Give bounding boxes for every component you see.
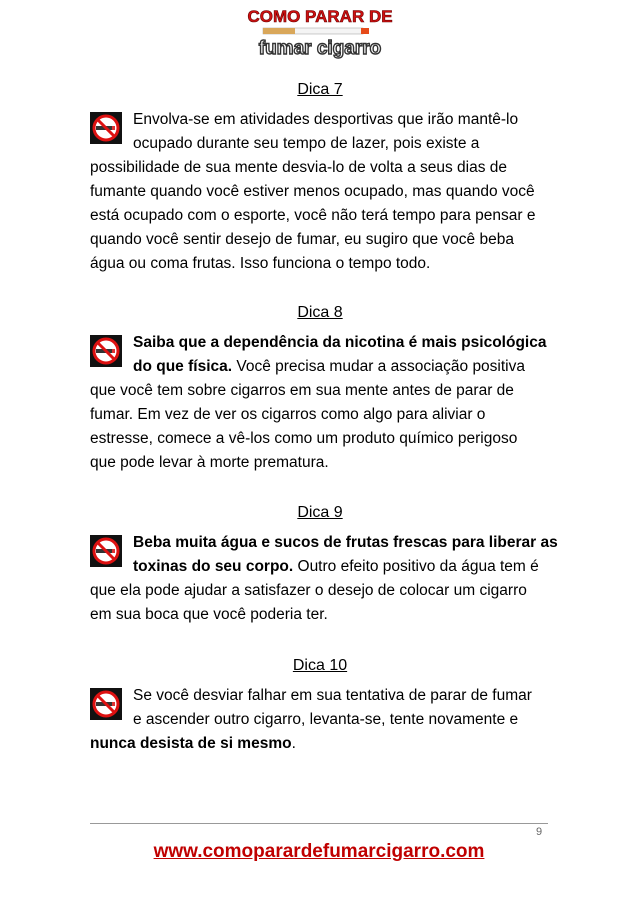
website-link[interactable]	[0, 841, 638, 863]
tip-10	[90, 656, 550, 756]
bold-text: toxinas do seu corpo.	[133, 558, 294, 575]
text-line: e ascender outro cigarro, levanta-se, tente novamente e	[133, 711, 519, 728]
tip-title: Dica 10	[292, 657, 348, 674]
text-line: que você tem sobre cigarros em sua mente antes de parar de	[90, 382, 514, 399]
no-smoking-icon	[90, 535, 122, 567]
footer-divider	[90, 823, 548, 824]
no-smoking-icon	[90, 335, 122, 367]
tip-body	[90, 331, 550, 475]
text-line: Envolva-se em atividades desportivas que irão mantê-lo	[133, 111, 519, 128]
bold-text: Beba muita água e sucos de frutas frescas para liberar as	[133, 534, 558, 551]
text-segment: Outro efeito positivo da água tem é	[293, 558, 539, 575]
bold-text: do que física.	[133, 358, 233, 375]
text-line	[90, 555, 550, 579]
page-number: 9	[536, 826, 543, 838]
text-line: ocupado durante seu tempo de lazer, pois existe a	[133, 135, 480, 152]
text-line: água ou coma frutas. Isso funciona o tempo todo.	[90, 255, 431, 272]
tip-body	[90, 684, 550, 756]
tip-body	[90, 108, 550, 276]
tip-title: Dica 9	[297, 504, 343, 521]
tip-title: Dica 8	[297, 304, 343, 321]
text-line: Se você desviar falhar em sua tentativa de parar de fumar	[133, 687, 532, 704]
tip-body	[90, 531, 558, 627]
text-line: fumar. Em vez de ver os cigarros como algo para aliviar o	[90, 406, 486, 423]
tip-title: Dica 7	[297, 81, 343, 98]
text-line: fumante quando você estiver menos ocupado, mas quando você	[90, 183, 535, 200]
tip-9	[90, 503, 558, 627]
bold-text: Saiba que a dependência da nicotina é mais psicológica	[133, 334, 547, 351]
text-line	[90, 531, 558, 555]
bold-text: nunca desista de si mesmo	[90, 735, 292, 752]
text-line: que pode levar à morte prematura.	[90, 454, 329, 471]
text-line: quando você sentir desejo de fumar, eu sugiro que você beba	[90, 231, 514, 248]
tip-7	[90, 80, 550, 276]
text-line: estresse, comece a vê-los como um produto químico perigoso	[90, 430, 518, 447]
text-line: que ela pode ajudar a satisfazer o desejo de colocar um cigarro	[90, 582, 527, 599]
website-text[interactable]: www.comoparardefumarcigarro.com	[153, 841, 485, 862]
no-smoking-icon	[90, 688, 122, 720]
text-line: possibilidade de sua mente desvia-lo de volta a seus dias de	[90, 159, 508, 176]
no-smoking-icon	[90, 112, 122, 144]
text-line	[90, 355, 550, 379]
text-line: está ocupado com o esporte, você não terá tempo para pensar e	[90, 207, 536, 224]
logo-line2: fumar cigarro	[258, 38, 382, 59]
text-segment: .	[291, 735, 296, 752]
text-segment: Você precisa mudar a associação positiva	[232, 358, 525, 375]
text-line	[90, 331, 550, 355]
logo	[247, 4, 393, 62]
text-line: em sua boca que você poderia ter.	[90, 606, 328, 623]
logo-line1: COMO PARAR DE	[247, 7, 393, 26]
text-line	[90, 732, 550, 756]
tip-8	[90, 303, 550, 475]
